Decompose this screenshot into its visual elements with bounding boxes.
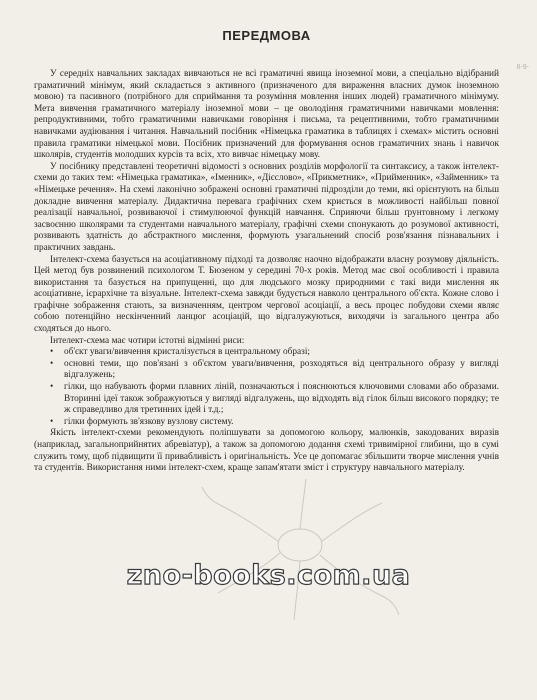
page-title: ПЕРЕДМОВА <box>222 28 311 43</box>
features-intro: Інтелект-схема має чотири істотні відмінні риси: <box>50 335 245 346</box>
paragraph-mind-map: Інтелект-схема базується на асоціативному підході та дозволяє наочно відображати власну розумову діяльність. Цей метод був розвинений психологом Т. Бюзеном у середині 70-х років. Метод має свої особливості і правила використання та базується на припущенні, що для людського мозку природними є такі види мислення як асоціативне, ієрархічне та візуальне. Інтелект-схема завжди будується навколо центрального об'єкта. Кожне слово і графічне зображення стають, за визначенням, центром чергової асоціації, а весь процес побудови схеми являє собою потенційно нескінченний ланцюг асоціацій, що відгалужуються, виходячи із загального центра або сходяться до нього. <box>34 254 499 335</box>
paragraph-quality: Якість інтелект-схеми рекомендують поліпшувати за допомогою кольору, малюнків, закодованих виразів (наприклад, загальноприйнятих абревіатур), а також за допомогою додання схемі тривимірної глибини, що в сумі служить тому, щоб підвищити її привабливість і оригінальність. Усе це допомагає збільшити творче мислення учнів та студентів. Використання ними інтелект-схем, краще запам'ятати зміст і структуру навчального матеріалу. <box>34 428 499 474</box>
bullet: • <box>50 358 54 369</box>
bullet: • <box>50 347 54 358</box>
watermark: zno-books.com.ua <box>126 560 411 591</box>
list-item <box>50 417 499 429</box>
features-list <box>34 347 499 428</box>
list-item <box>50 382 499 417</box>
list-item-text: основні теми, що пов'язані з об'єктом уваги/вивчення, розходяться від центрального образу у вигляді відгалужень; <box>64 358 499 381</box>
list-item-text: гілки, що набувають форми плавних ліній, позначаються і пояснюються ключовими словами або образами. Вторинні ідеї також зображуються у вигляді відгалужень, що відходять від гілок більш високого порядку; те ж справедливо для третинних ідей і т.д.; <box>64 382 499 416</box>
paragraph-intro: У середніх навчальних закладах вивчаються не всі граматичні явища іноземної мови, а спеціально відібраний граматичний мінімум, який складається з активного (призначеного для вираження власних думок іноземною мовою) та пасивного (потрібного для сприймання та розуміння мовлення інших людей) граматичного мінімуму. Мета вивчення граматичного матеріалу іноземної мови – це оволодіння граматичними навичками мовлення: репродуктивними, тобто граматичними навичками говоріння і письма, та рецептивними, тобто граматичними навичками аудіювання і читання. Навчальний посібник «Німецька граматика в таблицях і схемах» містить основні правила граматики німецької мови. Посібник призначений для формування основ граматичних знань і навичок школярів, студентів молодших курсів та всіх, хто вивчає німецьку мову. <box>34 69 499 161</box>
corner-mark: 8-9- <box>516 64 529 71</box>
bullet: • <box>50 416 54 427</box>
mind-map-sketch <box>200 475 400 625</box>
bullet: • <box>50 382 54 393</box>
list-item <box>50 347 499 359</box>
list-item <box>50 359 499 382</box>
list-item-text: об'єкт уваги/вивчення кристалізується в центральному образі; <box>64 347 311 358</box>
list-item-text: гілки формують зв'язкову вузлову систему. <box>64 416 234 427</box>
paragraph-manual: У посібнику представлені теоретичні відомості з основних розділів морфології та синтаксису, а також інтелект-схеми до таких тем: «Німецька граматика», «Іменник», «Дієслово», «Прикметник», «Прийменник», «Займенник» та «Німецьке речення». На схемі лаконічно зображені основні граматичні підрозділи до теми, які орієнтують на більш докладне вивчення матеріалу. Дидактична перевага графічних схем криється в можливості найбільш повної реалізації навчальної, розвиваючої і стимулюючої функцій навчання. Сприяючи більш ґрунтовному і легкому засвоєнню школярами та студентами навчального матеріалу, графічні схеми спонукають до розумової активності, розвивають здатність до абстрактного мислення, формують узагальнений спосіб розв'язання пізнавальних і практичних завдань. <box>34 161 499 253</box>
